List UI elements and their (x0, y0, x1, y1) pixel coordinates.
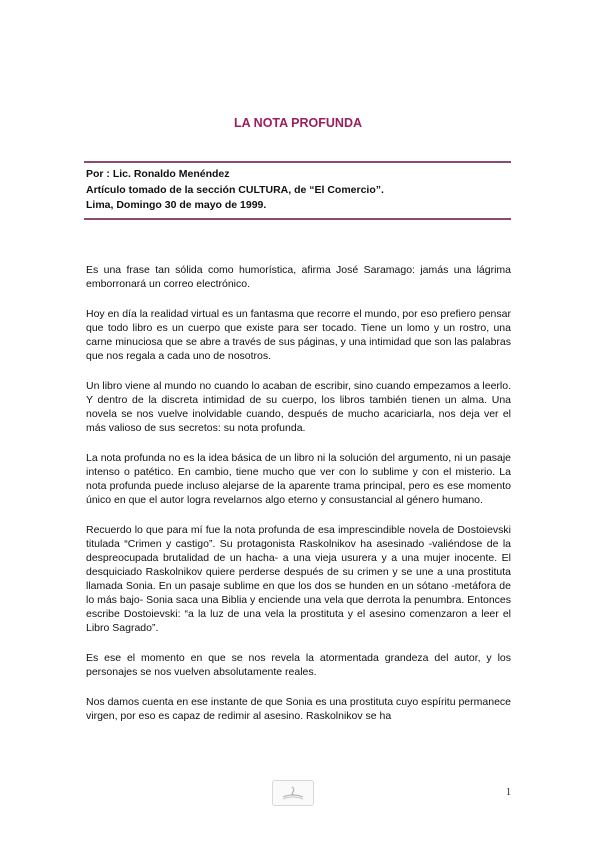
paragraph-1: Es una frase tan sólida como humorística, afirma José Saramago: jamás una lágrima emborronará un correo electrónico. (86, 264, 511, 290)
paragraph-4: La nota profunda no es la idea básica de un libro ni la solución del argumento, ni un pasaje intenso o patético. En cambio, tiene mucho que ver con lo sublime y con el misterio. La nota profunda puede incluso alejarse de la aparente trama principal, pero es ese momento único en que el autor logra revelarnos algo eterno y consustancial al género humano. (86, 452, 511, 506)
publisher-logo-icon (272, 780, 314, 806)
byline-source: Artículo tomado de la sección CULTURA, de “El Comercio”. (86, 183, 384, 196)
paragraph-5: Recuerdo lo que para mí fue la nota profunda de esa imprescindible novela de Dostoievski titulada “Crimen y castigo”. Su protagonista Raskolnikov ha asesinado -valiéndose de la despreocupada brutalidad de un hacha- a una vieja usurera y a una mujer inocente. El desquiciado Raskolnikov quiere perderse después de su crimen y se une a una prostituta llamada Sonia. En un pasaje sublime en que los dos se hunden en un sótano -metáfora de lo más bajo- Sonia saca una Biblia y enciende una vela que derrota la penumbra. Entonces escribe Dostoievski: “a la luz de una vela la prostituta y el asesino comenzaron a leer el Libro Sagrado”. (86, 524, 511, 634)
article-body (86, 263, 511, 739)
header-divider-top (84, 161, 511, 163)
byline-date: Lima, Domingo 30 de mayo de 1999. (86, 199, 267, 211)
page-number: 1 (506, 787, 511, 798)
byline-author: Por : Lic. Ronaldo Menéndez (86, 168, 230, 180)
paragraph-3: Un libro viene al mundo no cuando lo acaban de escribir, sino cuando empezamos a leerlo. Y dentro de la discreta intimidad de su cuerpo, los libros también tienen un alma. Una novela se nos vuelve inolvidable cuando, después de mucho acariciarla, nos deja ver el más valioso de sus secretos: su nota profunda. (86, 380, 511, 434)
header-divider-bottom (84, 218, 511, 220)
byline (86, 167, 511, 214)
book-icon (280, 784, 306, 802)
paragraph-2: Hoy en día la realidad virtual es un fantasma que recorre el mundo, por eso prefiero pensar que todo libro es un cuerpo que existe para ser tocado. Tiene un lomo y un rostro, una carne minuciosa que se abre a través de sus páginas, y una intimidad que son las palabras que nos regala a cada uno de nosotros. (86, 308, 511, 362)
paragraph-6: Es ese el momento en que se nos revela la atormentada grandeza del autor, y los personajes se nos vuelven absolutamente reales. (86, 652, 511, 678)
document-title: LA NOTA PROFUNDA (234, 116, 362, 130)
paragraph-7: Nos damos cuenta en ese instante de que Sonia es una prostituta cuyo espíritu permanece virgen, por eso es capaz de redimir al asesino. Raskolnikov se ha (86, 696, 511, 722)
